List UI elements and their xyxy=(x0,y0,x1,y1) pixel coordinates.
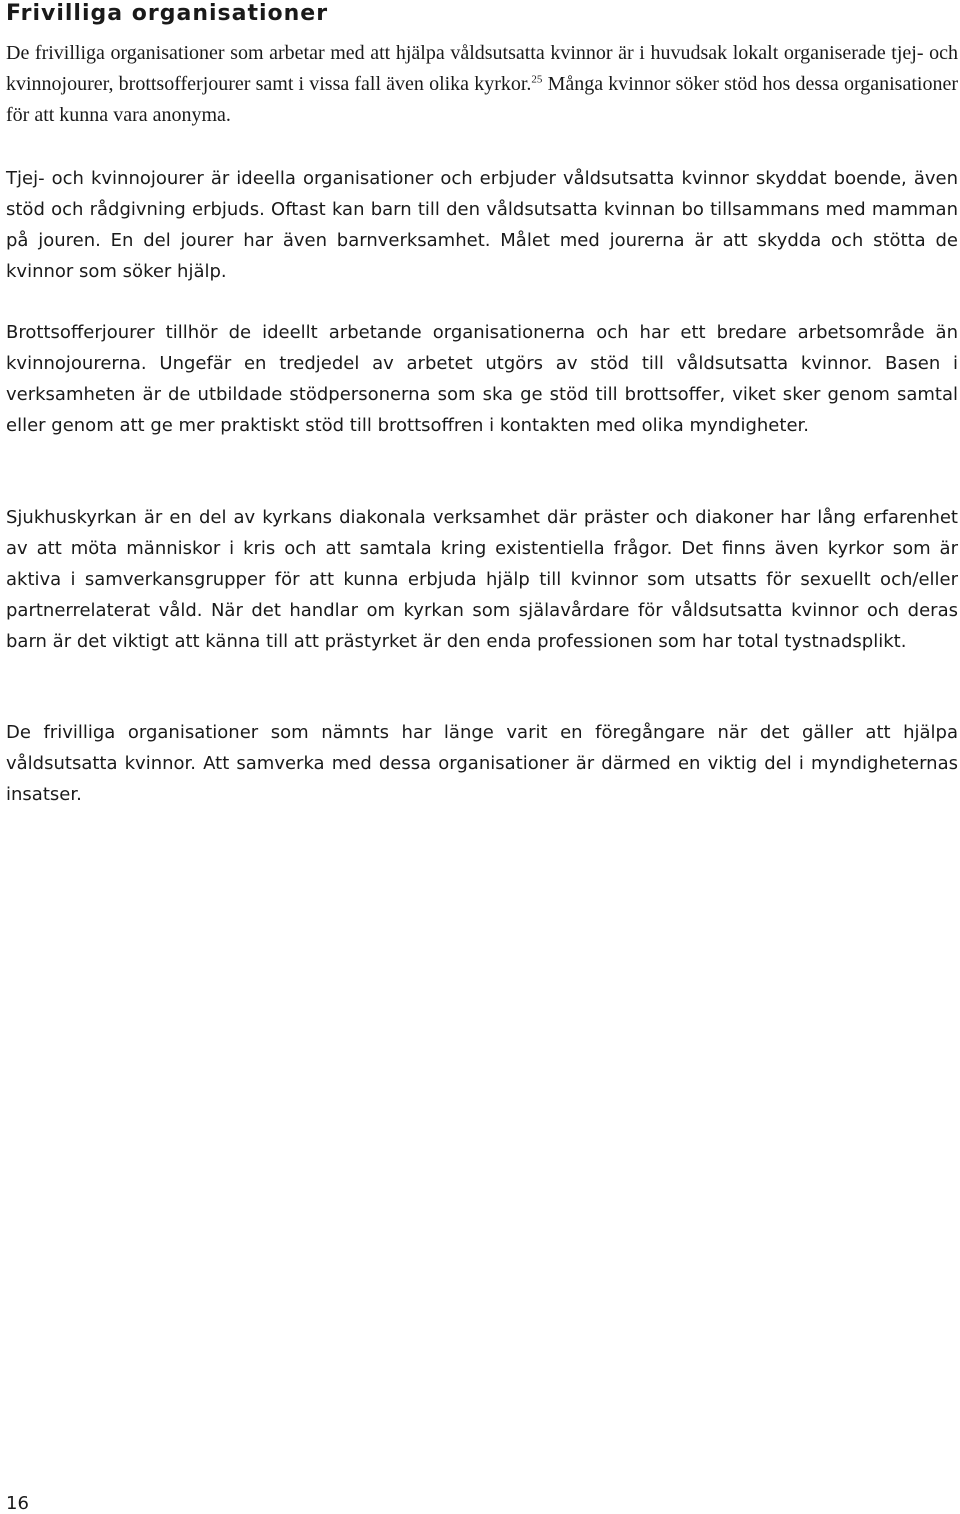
paragraph-text: Många kvinnor söker stöd hos dessa organisationer för att kunna vara anonyma. xyxy=(6,73,958,126)
paragraph-sjukhuskyrkan: Sjukhuskyrkan är en del av kyrkans diakonala verksamhet där präster och diakoner har lång erfarenhet av att möta människor i kris och att samtala kring existentiella frågor. Det finns även kyrkor som är aktiva i samverkansgrupper för att kunna erbjuda hjälp till kvinnor som utsatts för sexuellt och/eller partnerrelaterat våld. När det handlar om kyrkan som själavårdare för våldsutsatta kvinnor och deras barn är det viktigt att känna till att prästyrket är den enda professionen som har total tystnadsplikt. xyxy=(6,507,958,652)
paragraph-conclusion: De frivilliga organisationer som nämnts har länge varit en föregångare när det gäller att hjälpa våldsutsatta kvinnor. Att samverka med dessa organisationer är därmed en viktig del i myndigheternas insatser. xyxy=(6,722,958,805)
footnote-marker[interactable]: 25 xyxy=(531,73,543,86)
section-heading: Frivilliga organisationer xyxy=(6,1,329,26)
page-number: 16 xyxy=(6,1493,29,1514)
paragraph-text: De frivilliga organisationer som arbetar med att hjälpa våldsutsatta kvinnor är i huvudsak lokalt organiserade tjej- och kvinnojourer, brottsofferjourer samt i vissa fall även olika kyrkor. xyxy=(6,42,958,95)
paragraph-kvinnojourer: Tjej- och kvinnojourer är ideella organisationer och erbjuder våldsutsatta kvinnor skyddat boende, även stöd och rådgivning erbjuds. Oftast kan barn till den våldsutsatta kvinnan bo tillsammans med mamman på jouren. En del jourer har även barnverksamhet. Målet med jourerna är att skydda och stötta de kvinnor som söker hjälp. xyxy=(6,168,958,282)
paragraph-intro xyxy=(6,38,958,131)
paragraph-brottsofferjourer: Brottsofferjourer tillhör de ideellt arbetande organisationerna och har ett bredare arbetsområde än kvinnojourerna. Ungefär en tredjedel av arbetet utgörs av stöd till våldsutsatta kvinnor. Basen i verksamheten är de utbildade stödpersonerna som ska ge stöd till brottsoffer, viket sker genom samtal eller genom att ge mer praktiskt stöd till brottsoffren i kontakten med olika myndigheter. xyxy=(6,322,958,436)
